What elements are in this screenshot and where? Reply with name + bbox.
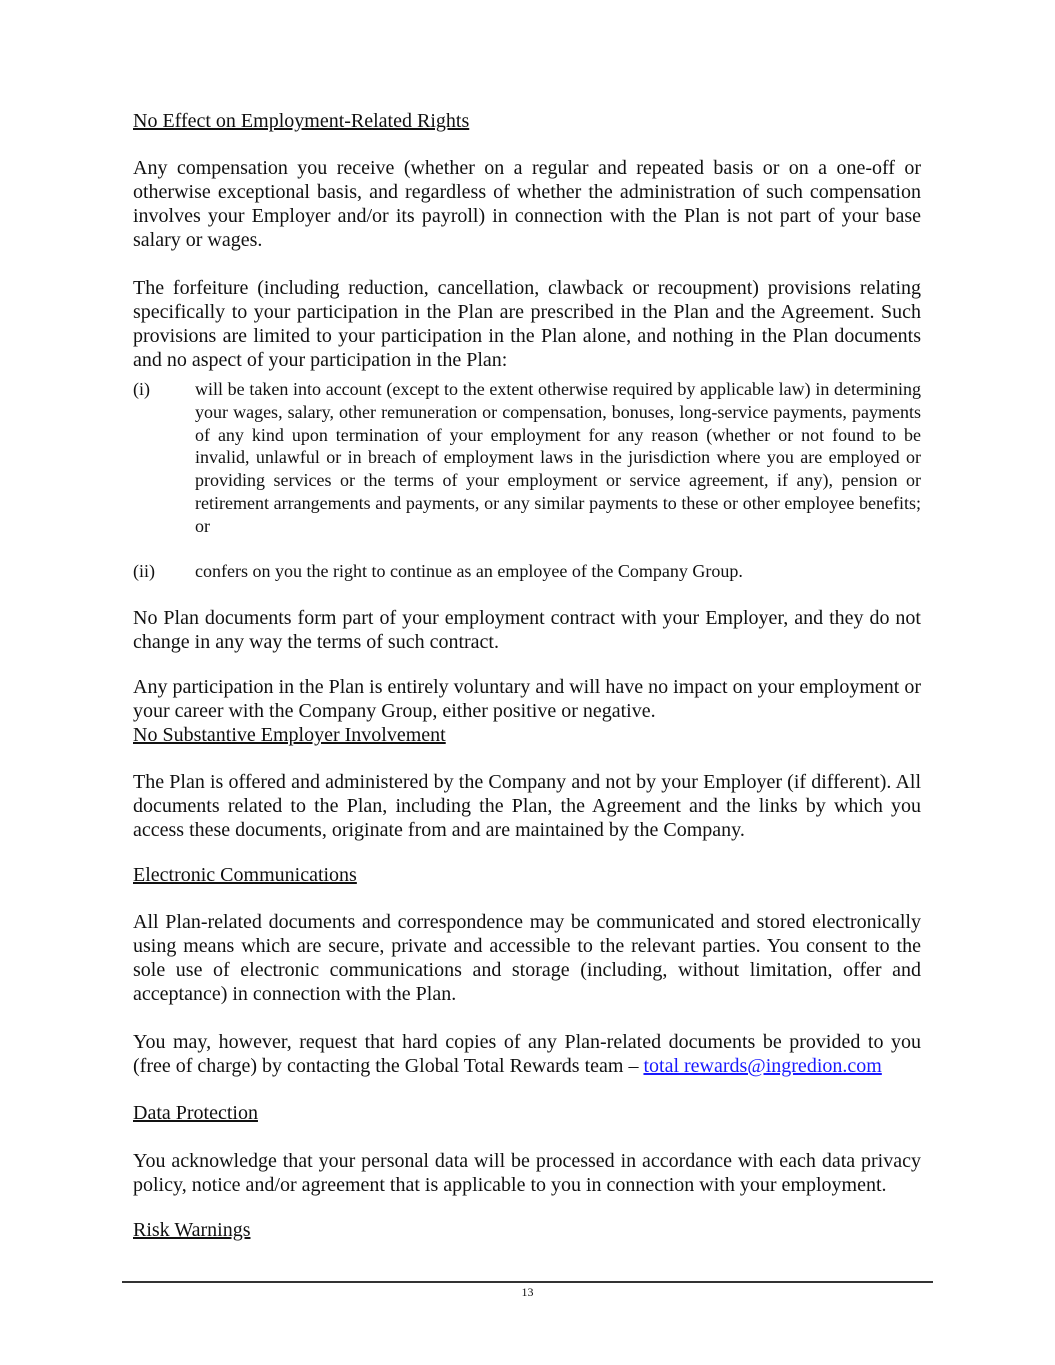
hard-copies-text: You may, however, request that hard copies of any Plan-related documents be provided to you (free of charge) by contacting the Global Total Rewards team – [133, 1031, 921, 1077]
email-link[interactable]: total rewards@ingredion.com [643, 1055, 882, 1077]
list-item [133, 378, 921, 538]
footer-divider [122, 1281, 933, 1283]
paragraph-voluntary: Any participation in the Plan is entirely voluntary and will have no impact on your employment or your career with the Company Group, either positive or negative. [133, 676, 921, 722]
list-item-text: will be taken into account (except to the extent otherwise required by applicable law) in determining your wages, salary, other remuneration or compensation, bonuses, long-service payments, payments of any kind upon termination of your employment for any reason (whether or not found to be invalid, unlawful or in breach of employment laws in the jurisdiction where you are employed or providing services or the terms of your employment or service agreement, if any), pension or retirement arrangements and payments, or any similar payments to these or other employee benefits; or [195, 379, 921, 536]
heading-data-protection: Data Protection [133, 1102, 258, 1124]
list-item-text: confers on you the right to continue as an employee of the Company Group. [195, 561, 743, 581]
paragraph-electronic: All Plan-related documents and correspondence may be communicated and stored electronically using means which are secure, private and accessible to the relevant parties. You consent to the sole use of electronic communications and storage (including, without limitation, offer and acceptance) in connection with the Plan. [133, 911, 921, 1005]
paragraph-hard-copies [133, 1030, 921, 1078]
list-item-number: (i) [133, 379, 150, 399]
page-number: 13 [521, 1285, 534, 1299]
heading-electronic-communications: Electronic Communications [133, 864, 357, 886]
list-item-number: (ii) [133, 561, 155, 581]
paragraph-plan-offered: The Plan is offered and administered by the Company and not by your Employer (if different). All documents related to the Plan, including the Plan, the Agreement and the links by which you access these documents, originate from and are maintained by the Company. [133, 771, 921, 841]
heading-risk-warnings: Risk Warnings [133, 1219, 251, 1241]
heading-no-effect: No Effect on Employment-Related Rights [133, 110, 470, 132]
paragraph-plan-documents: No Plan documents form part of your employment contract with your Employer, and they do not change in any way the terms of such contract. [133, 607, 921, 653]
paragraph-forfeiture: The forfeiture (including reduction, cancellation, clawback or recoupment) provisions relating specifically to your participation in the Plan are prescribed in the Plan and the Agreement. Such provisions are limited to your participation in the Plan alone, and nothing in the Plan documents and no aspect of your participation in the Plan: [133, 277, 921, 371]
list-item [133, 560, 921, 583]
heading-no-employer-involvement: No Substantive Employer Involvement [133, 724, 446, 746]
paragraph-compensation: Any compensation you receive (whether on a regular and repeated basis or on a one-off or otherwise exceptional basis, and regardless of whether the administration of such compensation involves your Employer and/or its payroll) in connection with the Plan is not part of your base salary or wages. [133, 157, 921, 251]
paragraph-data-protection: You acknowledge that your personal data will be processed in accordance with each data privacy policy, notice and/or agreement that is applicable to you in connection with your employment. [133, 1150, 921, 1196]
